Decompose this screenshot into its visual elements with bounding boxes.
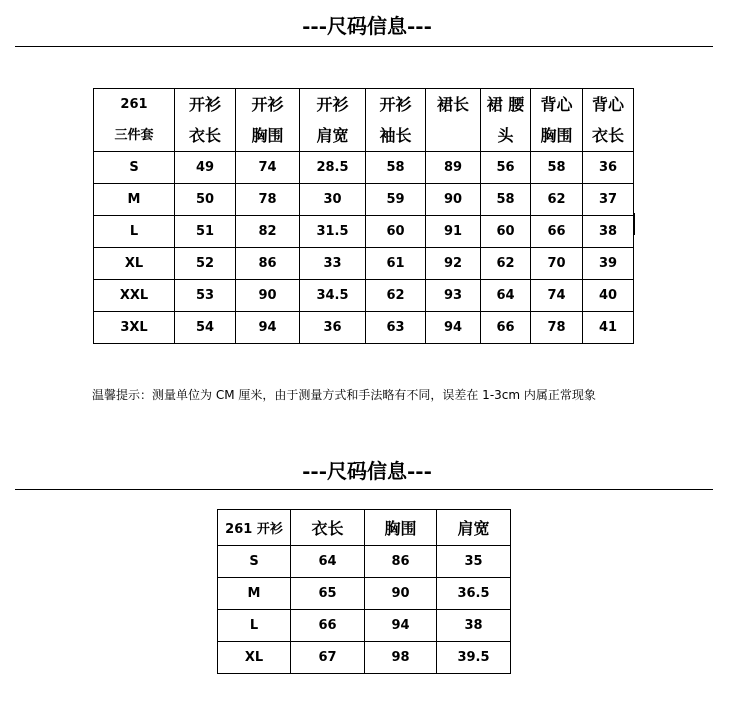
size-label-cell: XL [218,642,291,674]
measurement-cell: 38 [437,610,511,642]
size-table-three-piece [93,88,634,344]
measurement-cell: 93 [426,280,481,312]
size-label-cell: 3XL [94,312,175,344]
measurement-cell: 86 [236,248,300,280]
measurement-cell: 56 [481,152,531,184]
table-row [218,610,511,642]
header-line: 胸围 [251,126,284,145]
measurement-cell: 31.5 [300,216,366,248]
header-line: 肩宽 [316,126,349,145]
measurement-cell: 74 [531,280,583,312]
header-line: 开衫 [188,95,221,114]
measurement-cell: 53 [175,280,236,312]
measurement-cell: 30 [300,184,366,216]
measurement-cell: 36.5 [437,578,511,610]
header-cell [583,89,634,152]
table-side-marker [633,213,635,235]
measurement-cell: 58 [531,152,583,184]
header-cell [175,89,236,152]
measurement-cell: 92 [426,248,481,280]
measurement-cell: 39.5 [437,642,511,674]
header-line: 开衫 [316,95,349,114]
table-row [94,184,634,216]
table-header-row [94,89,634,152]
table-row [94,248,634,280]
header-line: 背心 [540,95,573,114]
size-label-cell: S [218,546,291,578]
measurement-cell: 39 [583,248,634,280]
header-cell: 衣长 [291,510,365,546]
size-label-cell: L [94,216,175,248]
section1-divider [15,46,713,47]
section2-divider [15,489,713,490]
size-label-cell: XL [94,248,175,280]
measurement-cell: 34.5 [300,280,366,312]
measurement-cell: 66 [481,312,531,344]
measurement-cell: 98 [365,642,437,674]
size-label-cell: M [94,184,175,216]
header-line: 胸围 [540,126,573,145]
measurement-cell: 50 [175,184,236,216]
measurement-cell: 62 [366,280,426,312]
measurement-cell: 52 [175,248,236,280]
measurement-cell: 49 [175,152,236,184]
table-row [94,152,634,184]
header-cell [366,89,426,152]
measurement-cell: 90 [426,184,481,216]
measurement-cell: 36 [300,312,366,344]
measurement-cell: 51 [175,216,236,248]
measurement-cell: 90 [236,280,300,312]
header-line: 开衫 [379,95,412,114]
measurement-cell: 64 [291,546,365,578]
measurement-cell: 86 [365,546,437,578]
measurement-cell: 94 [365,610,437,642]
measurement-cell: 62 [531,184,583,216]
header-line: 裙长 [436,95,469,114]
measurement-cell: 54 [175,312,236,344]
header-cell: 胸围 [365,510,437,546]
measurement-cell: 36 [583,152,634,184]
measurement-cell: 35 [437,546,511,578]
measurement-cell: 41 [583,312,634,344]
header-line: 衣长 [591,126,624,145]
header-line: 袖长 [379,126,412,145]
measurement-cell: 78 [236,184,300,216]
measurement-cell: 58 [366,152,426,184]
measurement-cell: 64 [481,280,531,312]
measurement-cell: 63 [366,312,426,344]
header-cell [236,89,300,152]
header-line: 背心 [591,95,624,114]
header-cell [300,89,366,152]
measurement-cell: 78 [531,312,583,344]
measurement-cell: 66 [531,216,583,248]
measurement-cell: 37 [583,184,634,216]
measurement-note: 温馨提示：测量单位为 CM 厘米，由于测量方式和手法略有不同，误差在 1-3cm 内属正常现象 [92,388,596,402]
table-row [218,578,511,610]
measurement-cell: 67 [291,642,365,674]
table-row [94,216,634,248]
table-row [218,642,511,674]
size-table-cardigan [217,509,511,674]
measurement-cell: 59 [366,184,426,216]
header-line: 开衫 [251,95,284,114]
table-row [94,312,634,344]
size-label-cell: L [218,610,291,642]
measurement-cell: 74 [236,152,300,184]
section2-title: ---尺码信息--- [302,459,432,483]
measurement-cell: 66 [291,610,365,642]
size-label-cell: S [94,152,175,184]
measurement-cell: 28.5 [300,152,366,184]
table-header-row [218,510,511,546]
measurement-cell: 40 [583,280,634,312]
header-cell [426,89,481,152]
size-label-cell: XXL [94,280,175,312]
header-cell [94,89,175,152]
header-line: 裙 腰 [486,95,525,114]
measurement-cell: 70 [531,248,583,280]
measurement-cell: 61 [366,248,426,280]
header-line [426,120,480,151]
measurement-cell: 38 [583,216,634,248]
measurement-cell: 82 [236,216,300,248]
header-cell [481,89,531,152]
measurement-cell: 65 [291,578,365,610]
section1-title: ---尺码信息--- [302,14,432,38]
measurement-cell: 62 [481,248,531,280]
measurement-cell: 94 [236,312,300,344]
measurement-cell: 91 [426,216,481,248]
table-row [94,280,634,312]
measurement-cell: 94 [426,312,481,344]
header-line: 头 [497,126,514,145]
header-cell: 肩宽 [437,510,511,546]
header-cell: 261 开衫 [218,510,291,546]
measurement-cell: 60 [481,216,531,248]
size-label-cell: M [218,578,291,610]
measurement-cell: 90 [365,578,437,610]
header-line: 261 [120,97,148,112]
header-line: 三件套 [114,128,154,143]
header-cell [531,89,583,152]
table-row [218,546,511,578]
measurement-cell: 58 [481,184,531,216]
measurement-cell: 60 [366,216,426,248]
measurement-cell: 89 [426,152,481,184]
measurement-cell: 33 [300,248,366,280]
header-line: 衣长 [188,126,221,145]
